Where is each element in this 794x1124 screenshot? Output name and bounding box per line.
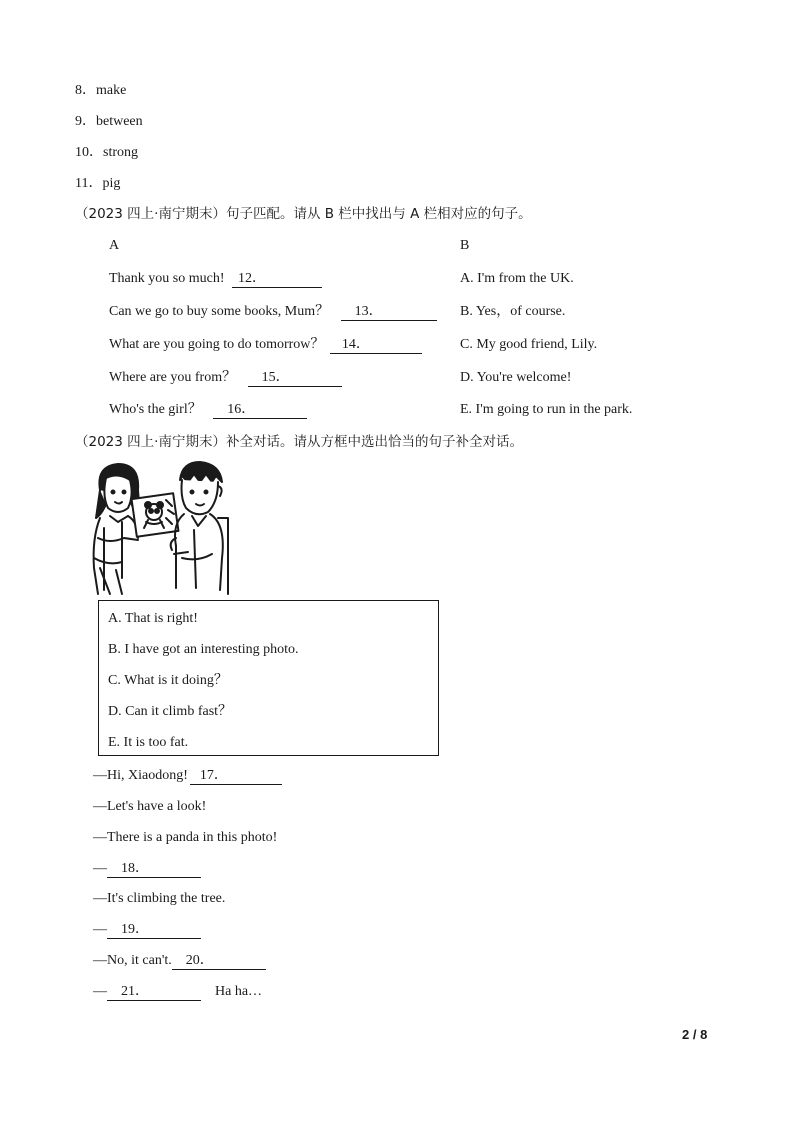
match-row-14-a [109,336,422,354]
word-text: pig [102,176,121,191]
word-text: make [96,83,127,98]
match-row-16-b: E. I'm going to run in the park. [460,402,633,417]
answer-blank-20[interactable]: 20． [172,953,266,970]
answer-blank-19[interactable]: 19． [107,922,201,939]
match-row-15-b: D. You're welcome! [460,370,572,385]
word-item-11 [75,175,120,193]
dialogue-line-2: —Let's have a look! [93,799,207,814]
dialogue-line-6 [93,921,201,939]
word-item-9 [75,113,143,131]
match-row-15-a [109,369,342,387]
page-number: 2 / 8 [682,1027,708,1042]
dialogue-line-4 [93,860,201,878]
option-d: D. Can it climb fast？ [108,704,233,719]
section-header-matching: （2023 四上·南宁期末）句子匹配。请从 B 栏中找出与 A 栏相对应的句子。 [75,206,532,222]
dialogue-line-1 [93,767,282,785]
word-item-10 [75,144,138,162]
column-a-heading: A [109,238,120,253]
answer-blank-21[interactable]: 21． [107,984,201,1001]
match-row-12-b: A. I'm from the UK. [460,271,574,286]
dialogue-line-8 [93,983,262,1001]
word-number: 8． [75,83,96,98]
answer-blank-18[interactable]: 18． [107,861,201,878]
dialogue-line-5: —It's climbing the tree. [93,891,226,906]
section-header-dialogue: （2023 四上·南宁期末）补全对话。请从方框中选出恰当的句子补全对话。 [75,434,523,450]
illustration-children-with-panda-photo [88,458,230,598]
dialogue-text: —No, it can't. [93,953,172,968]
match-row-12-a [109,270,322,288]
question-text: Where are you from？ [109,370,237,385]
question-text: What are you going to do tomorrow？ [109,337,325,352]
answer-blank-17[interactable]: 17． [190,768,282,785]
dialogue-dash: — [93,861,107,876]
option-c: C. What is it doing？ [108,673,228,688]
dialogue-dash: — [93,922,107,937]
dialogue-dash: — [93,984,107,999]
answer-blank-12[interactable]: 12． [232,271,322,288]
answer-blank-15[interactable]: 15． [248,370,342,387]
word-number: 11． [75,176,103,191]
match-row-13-a [109,303,437,321]
dialogue-line-7 [93,952,266,970]
question-text: Who's the girl？ [109,402,202,417]
option-b: B. I have got an interesting photo. [108,642,299,657]
word-text: between [96,114,143,129]
answer-blank-14[interactable]: 14． [330,337,422,354]
word-number: 10． [75,145,103,160]
word-item-8 [75,82,126,100]
answer-blank-13[interactable]: 13． [341,304,437,321]
option-e: E. It is too fat. [108,735,189,750]
answer-blank-16[interactable]: 16． [213,402,307,419]
word-number: 9． [75,114,96,129]
match-row-13-b: B. Yes，of course. [460,304,566,319]
dialogue-line-3: —There is a panda in this photo! [93,830,278,845]
dialogue-text: Ha ha… [215,984,263,999]
match-row-16-a [109,401,307,419]
column-b-heading: B [460,238,470,253]
question-text: Thank you so much! [109,271,225,286]
question-text: Can we go to buy some books, Mum？ [109,304,330,319]
match-row-14-b: C. My good friend, Lily. [460,337,598,352]
option-a: A. That is right! [108,611,198,626]
dialogue-text: —Hi, Xiaodong! [93,768,188,783]
word-text: strong [103,145,138,160]
